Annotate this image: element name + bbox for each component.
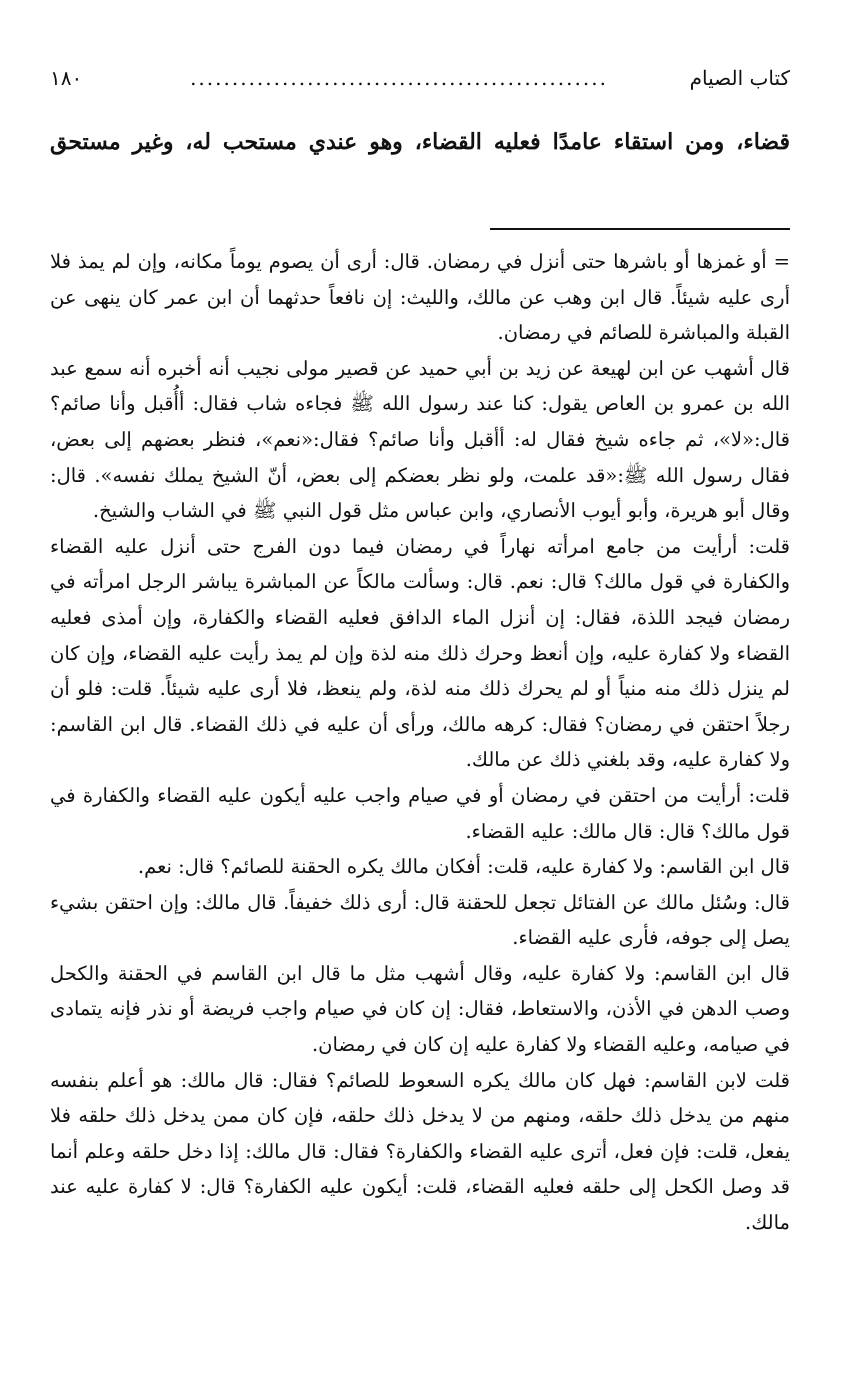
- footnote-paragraph: قال ابن القاسم: ولا كفارة عليه، وقال أشهب مثل ما قال ابن القاسم في الحقنة والكحل وصب الدهن في الأذن، والاستعاط، فقال: إن كان في صيام واجب فريضة أو نذر فإنه يتمادى في صيامه، وعليه القضاء ولا كفارة عليه إن كان في رمضان.: [50, 961, 790, 1057]
- footnote-paragraph: قلت: أرأيت من جامع امرأته نهاراً في رمضان فيما دون الفرج حتى أنزل عليه القضاء والكفارة في قول مالك؟ قال: نعم. قال: وسألت مالكاً عن المباشرة يباشر الرجل امرأته في رمضان فيجد اللذة، فقال: إن أنزل الماء الدافق فعليه القضاء والكفارة، وإن أمذى فعليه القضاء ولا كفارة عليه، وإن أنعظ وحرك ذلك منه لذة وإن لم يمذ رأيت عليه القضاء، وإن كان لم ينزل ذلك منه منياً أو لم يحرك ذلك منه لذة، ولم ينعظ، فلا أرى عليه شيئاً. قلت: فلو أن رجلاً احتقن في رمضان؟ فقال: كرهه مالك، ورأى أن عليه في ذلك القضاء. قال ابن القاسم: ولا كفارة عليه، وقد بلغني ذلك عن مالك.: [50, 534, 790, 772]
- footnote-paragraph: قلت: أرأيت من احتقن في رمضان أو في صيام واجب عليه أيكون عليه القضاء والكفارة في قول مالك؟ قال: قال مالك: عليه القضاء.: [50, 783, 790, 843]
- running-header: [50, 60, 790, 96]
- book-page: [50, 60, 790, 1241]
- footnote-divider: [490, 228, 790, 230]
- footnote-paragraph: قال ابن القاسم: ولا كفارة عليه، قلت: أفكان مالك يكره الحقنة للصائم؟ قال: نعم.: [137, 855, 790, 879]
- footnote-paragraph: قلت لابن القاسم: فهل كان مالك يكره السعوط للصائم؟ فقال: قال مالك: هو أعلم بنفسه منهم من يدخل ذلك حلقه، ومنهم من لا يدخل ذلك حلقه، فإن كان ممن يدخل ذلك حلقه فلا يفعل، قلت: فإن فعل، أترى عليه القضاء والكفارة؟ فقال: قال مالك: إذا دخل حلقه وعلم أنما قد وصل الكحل إلى حلقه فعليه القضاء، قلت: أيكون عليه الكفارة؟ قال: لا كفارة عليه عند مالك.: [50, 1068, 790, 1235]
- header-leader-dots: ..................................................: [190, 66, 608, 90]
- footnote-paragraph: = أو غمزها أو باشرها حتى أنزل في رمضان. قال: أرى أن يصوم يوماً مكانه، وإن لم يمذ فلا أرى عليه شيئاً. قال ابن وهب عن مالك، والليث: إن نافعاً حدثهما أن ابن عمر كان ينهى عن القبلة والمباشرة للصائم في رمضان.: [50, 250, 790, 345]
- main-text: قضاء، ومن استقاء عامدًا فعليه القضاء، وهو عندي مستحب له، وغير مستحق: [50, 129, 790, 155]
- footnotes: [50, 244, 790, 1241]
- book-title: كتاب الصيام: [689, 66, 790, 90]
- footnote-paragraph: قال أشهب عن ابن لهيعة عن زيد بن أبي حميد عن قصير مولى نجيب أنه أخبره أنه سمع عبد الله بن عمرو بن العاص يقول: كنا عند رسول الله ﷺ فجاءه شاب فقال: أأُقبل وأنا صائم؟ قال:«لا»، ثم جاءه شيخ فقال له: أأقبل وأنا صائم؟ فقال:«نعم»، فنظر بعضهم إلى بعض، فقال رسول الله ﷺ:«قد علمت، ولو نظر بعضكم إلى بعض، أنّ الشيخ يملك نفسه». قال: وقال أبو هريرة، وأبو أيوب الأنصاري، وابن عباس مثل قول النبي ﷺ في الشاب والشيخ.: [50, 356, 790, 523]
- footnote-paragraph: قال: وسُئل مالك عن الفتائل تجعل للحقنة قال: أرى ذلك خفيفاً. قال مالك: وإن احتقن بشيء يصل إلى جوفه، فأرى عليه القضاء.: [50, 890, 790, 950]
- page-number: ١٨٠: [50, 66, 83, 90]
